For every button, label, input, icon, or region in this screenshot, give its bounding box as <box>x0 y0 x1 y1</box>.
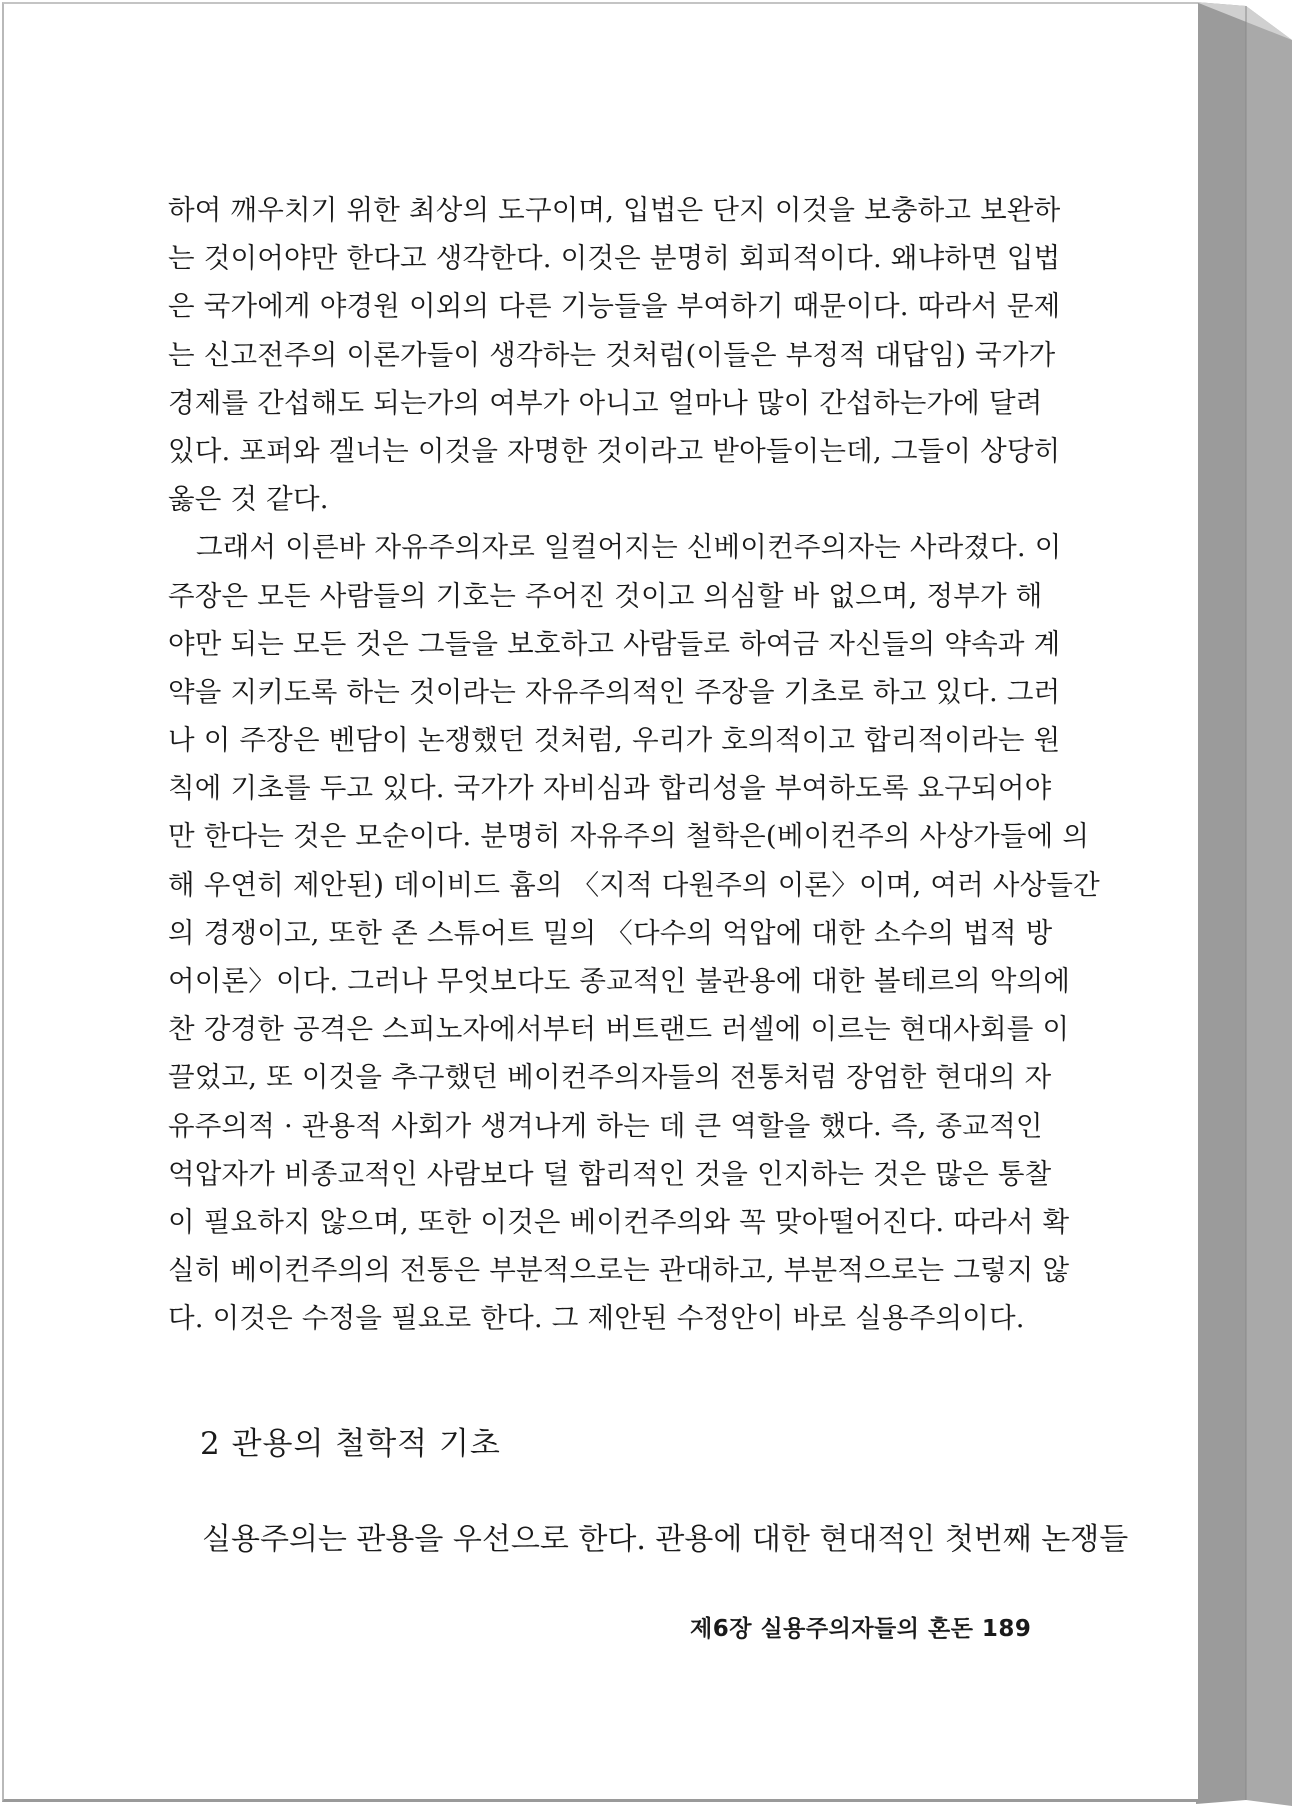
text-line: 실히 베이컨주의의 전통은 부분적으로는 관대하고, 부분적으로는 그렇지 않 <box>168 1254 1070 1287</box>
next-paragraph-line: 실용주의는 관용을 우선으로 한다. 관용에 대한 현대적인 첫번째 논쟁들 <box>202 1522 1129 1557</box>
text-line: 은 국가에게 야경원 이외의 다른 기능들을 부여하기 때문이다. 따라서 문제 <box>168 290 1061 323</box>
text-line: 경제를 간섭해도 되는가의 여부가 아니고 얼마나 많이 간섭하는가에 달려 <box>168 386 1043 419</box>
text-line: 주장은 모든 사람들의 기호는 주어진 것이고 의심할 바 없으며, 정부가 해 <box>168 579 1043 612</box>
text-line: 있다. 포퍼와 겔너는 이것을 자명한 것이라고 받아들이는데, 그들이 상당히 <box>168 434 1061 467</box>
text-line: 해 우연히 제안된) 데이비드 흄의 〈지적 다원주의 이론〉이며, 여러 사상들간 <box>168 868 1100 901</box>
text-line: 어이론〉이다. 그러나 무엇보다도 종교적인 불관용에 대한 볼테르의 악의에 <box>168 965 1071 997</box>
text-line: 만 한다는 것은 모순이다. 분명히 자유주의 철학은(베이컨주의 사상가들에 의 <box>168 820 1090 853</box>
text-line: 이 필요하지 않으며, 또한 이것은 베이컨주의와 꼭 맞아떨어진다. 따라서 확 <box>168 1205 1070 1238</box>
text-line: 찬 강경한 공격은 스피노자에서부터 버트랜드 러셀에 이르는 현대사회를 이 <box>168 1013 1070 1046</box>
text-line: 옳은 것 같다. <box>168 483 329 516</box>
page-footer: 제6장 실용주의자들의 혼돈 189 <box>690 1616 1032 1642</box>
text-line: 는 신고전주의 이론가들이 생각하는 것처럼(이들은 부정적 대답임) 국가가 <box>168 338 1056 371</box>
section-heading: 2 관용의 철학적 기초 <box>200 1426 501 1462</box>
text-line: 끌었고, 또 이것을 추구했던 베이컨주의자들의 전통처럼 장엄한 현대의 자 <box>168 1061 1052 1094</box>
text-line: 의 경쟁이고, 또한 존 스튜어트 밀의 〈다수의 억압에 대한 소수의 법적 방 <box>168 916 1053 949</box>
text-line: 칙에 기초를 두고 있다. 국가가 자비심과 합리성을 부여하도록 요구되어야 <box>168 772 1052 805</box>
text-line: 야만 되는 모든 것은 그들을 보호하고 사람들로 하여금 자신들의 약속과 계 <box>168 627 1061 660</box>
book-spine <box>1196 0 1292 1806</box>
text-line: 유주의적 · 관용적 사회가 생겨나게 하는 데 큰 역할을 했다. 즉, 종교적인 <box>168 1109 1043 1142</box>
text-line: 나 이 주장은 벤담이 논쟁했던 것처럼, 우리가 호의적이고 합리적이라는 원 <box>168 724 1061 757</box>
text-line: 그래서 이른바 자유주의자로 일컬어지는 신베이컨주의자는 사라졌다. 이 <box>196 531 1062 564</box>
body-text <box>168 186 1100 1343</box>
text-line: 다. 이것은 수정을 필요로 한다. 그 제안된 수정안이 바로 실용주의이다. <box>168 1302 1025 1335</box>
text-line: 억압자가 비종교적인 사람보다 덜 합리적인 것을 인지하는 것은 많은 통찰 <box>168 1157 1052 1190</box>
text-line: 하여 깨우치기 위한 최상의 도구이며, 입법은 단지 이것을 보충하고 보완하 <box>168 194 1061 226</box>
text-line: 약을 지키도록 하는 것이라는 자유주의적인 주장을 기초로 하고 있다. 그러 <box>168 675 1061 708</box>
text-line: 는 것이어야만 한다고 생각한다. 이것은 분명히 회피적이다. 왜냐하면 입법 <box>168 242 1061 275</box>
